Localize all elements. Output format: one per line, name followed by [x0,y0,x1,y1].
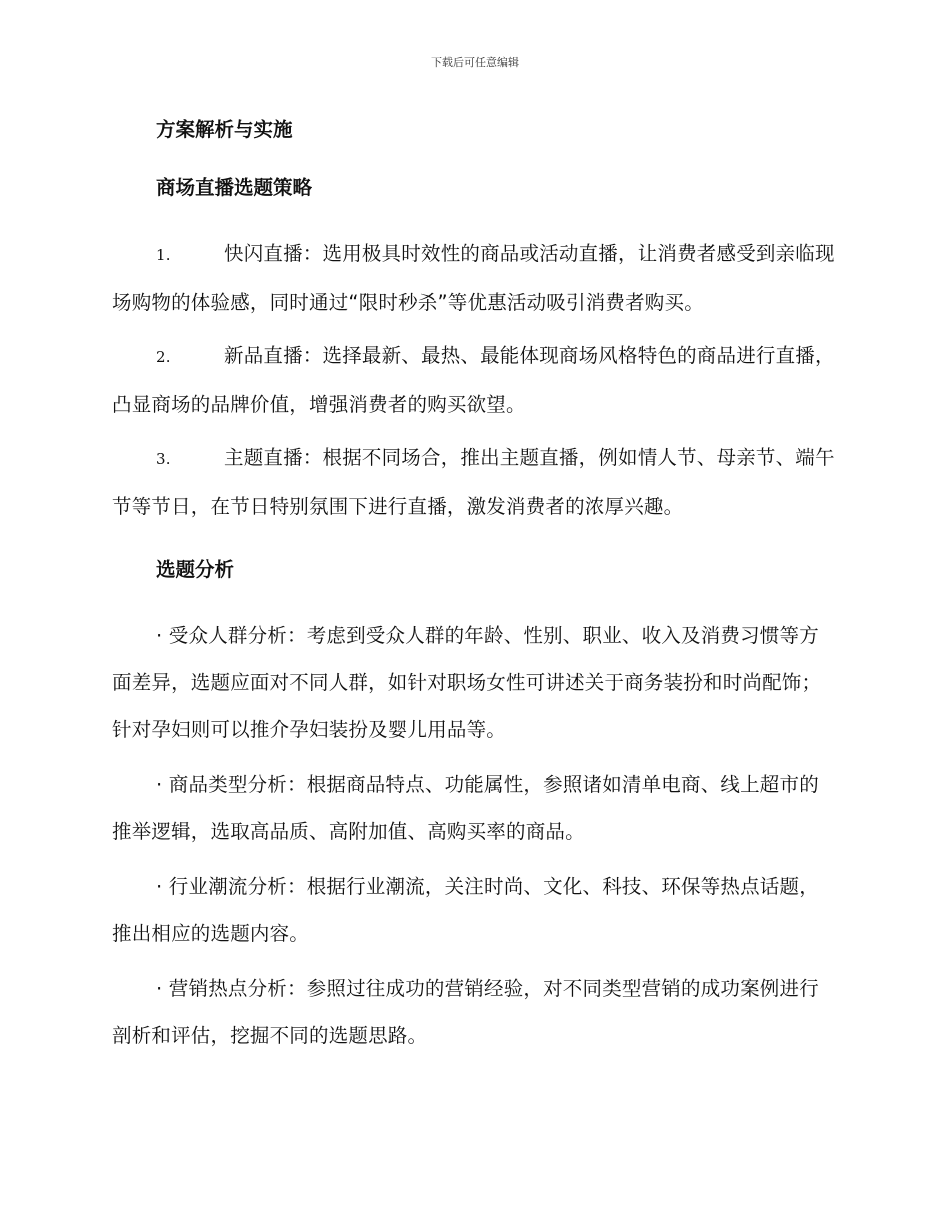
item-text: 主题直播：根据不同场合，推出主题直播，例如情人节、母亲节、端午节等节日，在节日特别氛围下进行直播，激发消费者的浓厚兴趣。 [112,446,835,518]
item-number: 2. [156,348,171,366]
analysis-bullet: · 营销热点分析：参照过往成功的营销经验，对不同类型营销的成功案例进行剖析和评估，挖掘不同的选题思路。 [112,977,819,1047]
header-note: 下载后可任意编辑 [431,56,519,69]
strategy-item [112,434,838,530]
section-heading-analysis: 选题分析 [156,558,235,581]
strategy-item [112,332,838,428]
page-title: 方案解析与实施 [156,118,293,141]
analysis-bullet: · 商品类型分析：根据商品特点、功能属性，参照诸如清单电商、线上超市的推举逻辑，选取高品质、高附加值、高购买率的商品。 [112,773,819,843]
item-number: 3. [156,450,171,468]
strategy-item [112,230,838,326]
item-text: 快闪直播：选用极具时效性的商品或活动直播，让消费者感受到亲临现场购物的体验感，同时通过“限时秒杀”等优惠活动吸引消费者购买。 [112,242,835,314]
section-heading-strategy: 商场直播选题策略 [156,176,313,199]
document-body [112,110,838,1067]
item-number: 1. [156,246,171,264]
item-text: 新品直播：选择最新、最热、最能体现商场风格特色的商品进行直播，凸显商场的品牌价值，增强消费者的购买欲望。 [112,344,835,416]
analysis-bullet: · 受众人群分析：考虑到受众人群的年龄、性别、职业、收入及消费习惯等方面差异，选题应面对不同人群，如针对职场女性可讲述关于商务装扮和时尚配饰；针对孕妇则可以推介孕妇装扮及婴儿用品等。 [112,624,822,741]
analysis-bullet: · 行业潮流分析：根据行业潮流，关注时尚、文化、科技、环保等热点话题，推出相应的选题内容。 [112,875,819,945]
